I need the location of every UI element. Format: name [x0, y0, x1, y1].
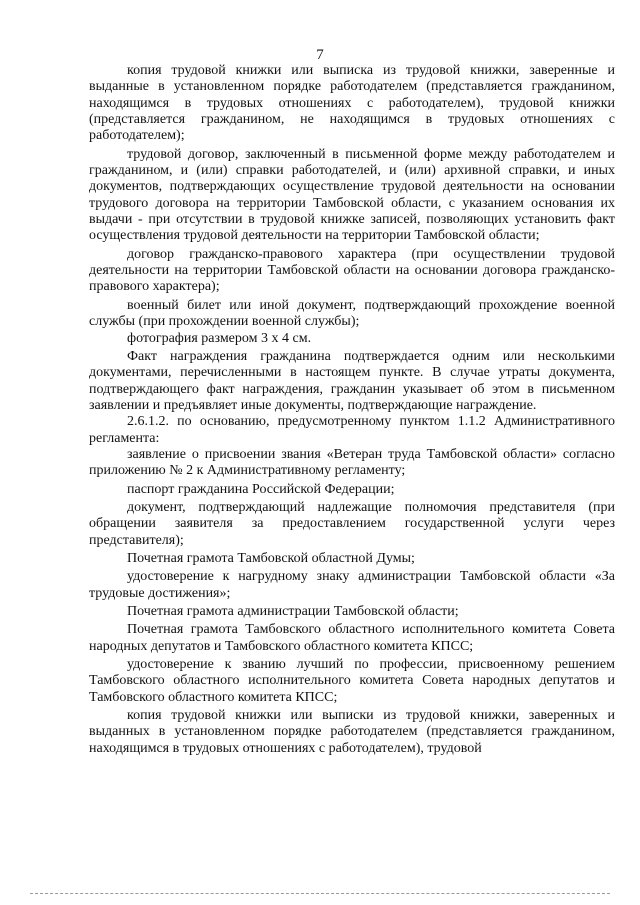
paragraph-labor-contract: трудовой договор, заключенный в письменной форме между работодателем и гражданином, и (или) справки работодателей, и (или) архивной справки, и иных документов, подтверждающих осуществление трудовой деятельности на основании трудового договора на территории Тамбовской области, с указанием основания их выдачи - при отсутствии в трудовой книжке записей, позволяющих установить факт осуществления трудовой деятельности на территории Тамбовской области; [89, 146, 615, 244]
page-number: 7 [316, 47, 324, 63]
paragraph-work-book-copies: копия трудовой книжки или выписки из трудовой книжки, заверенных и выданных в установленном порядке работодателем (представляется гражданином, находящимся в трудовых отношениях с работодателем), трудовой [89, 708, 615, 756]
paragraph-civil-contract: договор гражданско-правового характера (при осуществлении трудовой деятельности на территории Тамбовской области на основании договора гражданско-правового характера); [89, 246, 615, 295]
paragraph-passport: паспорт гражданина Российской Федерации; [127, 481, 395, 497]
paragraph-duma-certificate: Почетная грамота Тамбовской областной Думы; [127, 550, 415, 566]
paragraph-executive-committee-certificate: Почетная грамота Тамбовского областного исполнительного комитета Совета народных депутатов и Тамбовского областного комитета КПСС; [89, 622, 615, 654]
paragraph-representative-document: документ, подтверждающий надлежащие полномочия представителя (при обращении заявителя за предоставлением государственной услуги через представителя); [89, 499, 615, 548]
paragraph-administration-certificate: Почетная грамота администрации Тамбовской области; [127, 604, 459, 619]
paragraph-award-fact: Факт награждения гражданина подтверждается одним или несколькими документами, перечисленными в настоящем пункте. В случае утраты документа, подтверждающего факт награждения, гражданин указывает об этом в письменном заявлении и предъявляет иные документы, подтверждающие награждение. [89, 348, 615, 413]
paragraph-badge-certificate: удостоверение к нагрудному знаку администрации Тамбовской области «За трудовые достижения»; [89, 569, 615, 601]
paragraph-military-id: военный билет или иной документ, подтверждающий прохождение военной службы (при прохождении военной службы); [89, 297, 615, 330]
document-body [89, 63, 615, 757]
paragraph-photo: фотография размером 3 х 4 см. [127, 330, 312, 346]
bottom-divider [30, 893, 610, 894]
paragraph-application: заявление о присвоении звания «Ветеран труда Тамбовской области» согласно приложению № 2 к Административному регламенту; [89, 446, 615, 479]
paragraph-section-2-6-1-2: 2.6.1.2. по основанию, предусмотренному пунктом 1.1.2 Административного регламента: [89, 414, 615, 446]
paragraph-best-in-profession: удостоверение к званию лучший по профессии, присвоенному решением Тамбовского областного исполнительного комитета Совета народных депутатов и Тамбовского областного комитета КПСС; [89, 657, 615, 705]
paragraph-work-book-copy: копия трудовой книжки или выписка из трудовой книжки, заверенные и выданные в установленном порядке работодателем (представляется гражданином, находящимся в трудовых отношениях с работодателем), трудовой книжки (представляется гражданином, не находящимся в трудовых отношениях с работодателем); [89, 63, 615, 144]
